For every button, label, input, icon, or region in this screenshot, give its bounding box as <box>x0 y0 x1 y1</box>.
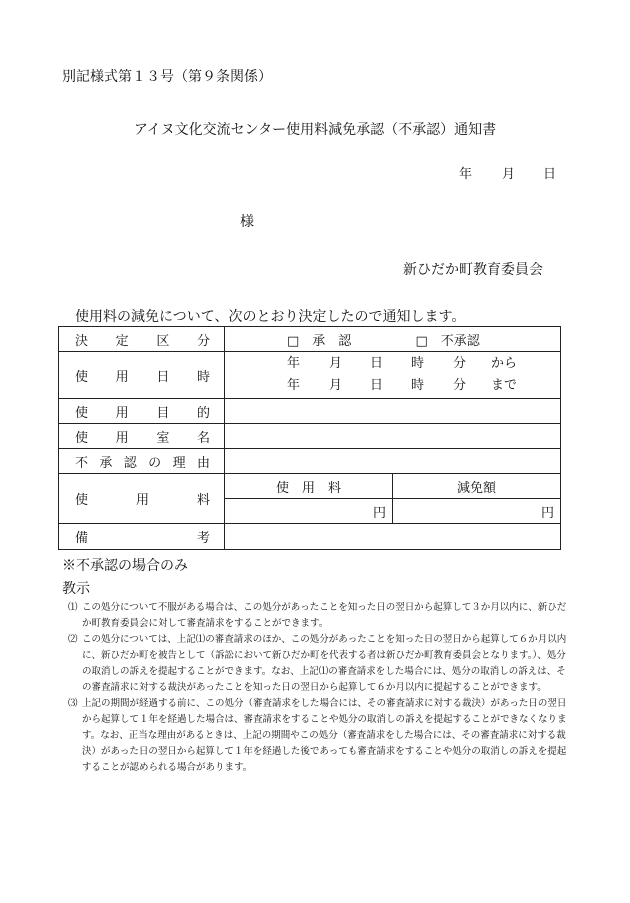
document-title: アイヌ文化交流センター使用料減免承認（不承認）通知書 <box>133 122 497 138</box>
label-char: 名 <box>196 430 210 446</box>
unit-year: 年 <box>287 356 301 371</box>
label-char: 用 <box>115 369 129 385</box>
label-char: 使 <box>75 405 89 421</box>
remarks-field[interactable] <box>225 524 561 550</box>
purpose-row <box>59 399 561 424</box>
decision-row <box>59 327 561 352</box>
remarks-row <box>59 524 561 550</box>
label-char: 分 <box>196 333 210 349</box>
item-text: 上記の期間が経過する前に、この処分（審査請求をした場合には、その審査請求に対する裁決）があった日の翌日から起算して１年を経過した場合は、審査請求をすることや処分の取消しの訴えを提起することができなくなります。なお、正当な理由があるときは、上記の期間やこの処分（審査請求をした場合には、その審査請求に対する裁決）があった日の翌日から起算して１年を経過した後であっても審査請求をすることや処分の取消しの訴えを提起することが認められる場合があります。 <box>82 698 567 773</box>
purpose-field[interactable] <box>225 399 561 424</box>
instruction-item <box>68 696 568 776</box>
unit-month: 月 <box>329 356 343 371</box>
reduction-column-header: 減免額 <box>393 474 561 499</box>
item-number: ⑵ <box>68 634 78 645</box>
disapproval-note: ※不承認の場合のみ <box>62 558 188 574</box>
remarks-label <box>59 524 225 550</box>
item-text: この処分については、上記⑴の審査請求のほか、この処分があったことを知った日の翌日から起算して６か月以内に、新ひだか町を被告として（訴訟において新ひだか町を代表する者は新ひだか町教育委員会となります。）、処分の取消しの訴えを提起することができます。なお、上記⑴の審査請求をした場合には、処分の取消しの訴えは、その審査請求に対する裁決があったことを知った日の翌日から起算して６か月以内に提起することができます。 <box>82 634 567 693</box>
room-field[interactable] <box>225 424 561 449</box>
label-char: 用 <box>135 493 149 508</box>
label-char: 備 <box>75 531 89 546</box>
period-from-line <box>225 353 560 375</box>
unit-year: 年 <box>287 378 301 393</box>
unit-hour: 時 <box>411 378 425 393</box>
instruction-list <box>68 600 568 776</box>
item-number: ⑴ <box>68 602 78 613</box>
unit-hour: 時 <box>411 356 425 371</box>
decision-options <box>225 327 561 352</box>
label-char: 使 <box>75 430 89 446</box>
label-char: 目 <box>156 405 170 421</box>
instruction-item <box>68 632 568 696</box>
period-to-text: まで <box>491 378 518 393</box>
fee-header-row <box>59 474 561 499</box>
form-number-header: 別記様式第１３号（第９条関係） <box>62 69 272 85</box>
label-char: 区 <box>156 333 170 349</box>
reason-row <box>59 449 561 474</box>
period-from-text: から <box>491 356 518 371</box>
label-char: の <box>148 455 162 471</box>
unit-minute: 分 <box>453 356 467 371</box>
label-char: 的 <box>196 405 210 421</box>
reason-label <box>59 449 225 474</box>
label-char: 室 <box>156 430 170 446</box>
unit-minute: 分 <box>453 378 467 393</box>
unit-month: 月 <box>329 378 343 393</box>
label-char: 考 <box>196 531 210 546</box>
date-day: 日 <box>543 167 557 182</box>
yen-unit: 円 <box>372 505 386 521</box>
label-char: 不 <box>75 455 89 471</box>
instruction-item <box>68 600 568 632</box>
unit-day: 日 <box>370 356 384 371</box>
label-char: 使 <box>75 493 89 508</box>
label-char: 用 <box>115 405 129 421</box>
item-number: ⑶ <box>68 698 78 709</box>
period-field[interactable] <box>225 352 561 399</box>
reduction-amount-field[interactable] <box>393 499 561 524</box>
issuer-name: 新ひだか町教育委員会 <box>403 262 543 278</box>
unit-day: 日 <box>370 378 384 393</box>
decision-label <box>59 327 225 352</box>
period-label <box>59 352 225 399</box>
label-char: 定 <box>115 333 129 349</box>
purpose-label <box>59 399 225 424</box>
fee-amount-field[interactable] <box>225 499 393 524</box>
label-char: 日 <box>156 369 170 385</box>
label-char: 承 <box>99 455 113 471</box>
reason-field[interactable] <box>225 449 561 474</box>
date-year: 年 <box>459 167 473 182</box>
label-char: 時 <box>196 369 210 385</box>
approve-checkbox[interactable]: □ 承 認 <box>287 333 352 349</box>
date-month: 月 <box>502 167 516 182</box>
disapprove-checkbox[interactable]: □ 不承認 <box>415 333 480 349</box>
addressee-suffix: 様 <box>240 214 254 230</box>
instruction-heading: 教示 <box>62 581 90 597</box>
period-row <box>59 352 561 399</box>
period-to-line <box>225 375 560 397</box>
lead-sentence: 使用料の減免について、次のとおり決定したので通知します。 <box>75 309 466 325</box>
room-label <box>59 424 225 449</box>
label-char: 由 <box>196 455 210 471</box>
label-char: 決 <box>75 333 89 349</box>
yen-unit: 円 <box>540 505 554 521</box>
label-char: 使 <box>75 369 89 385</box>
label-char: 理 <box>172 455 186 471</box>
item-text: この処分について不服がある場合は、この処分があったことを知った日の翌日から起算して３か月以内に、新ひだか町教育委員会に対して審査請求をすることができます。 <box>82 602 567 629</box>
notice-form-table <box>58 326 561 550</box>
label-char: 用 <box>115 430 129 446</box>
fee-column-header: 使 用 料 <box>225 474 393 499</box>
room-row <box>59 424 561 449</box>
fee-label <box>59 474 225 524</box>
label-char: 料 <box>196 493 210 508</box>
label-char: 認 <box>123 455 137 471</box>
